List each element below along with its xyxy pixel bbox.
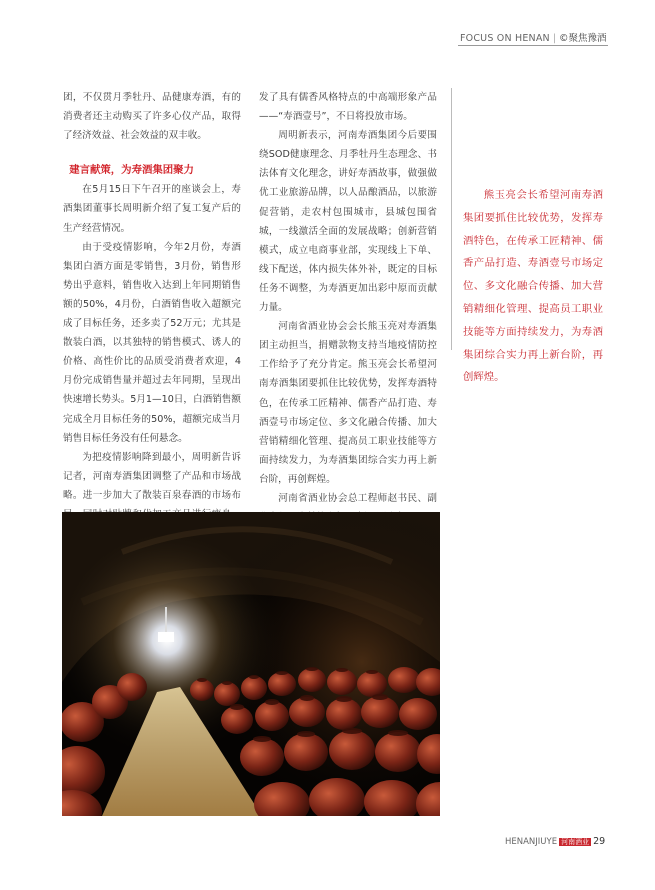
page-number: 29 bbox=[593, 836, 606, 847]
section-heading: 建言献策，为寿酒集团聚力 bbox=[69, 164, 194, 177]
paragraph: 为把疫情影响降到最小，周明新告诉记者，河南寿酒集团调整了产品和市场战略。进一步加大了散装百泉春酒的市场布 bbox=[63, 451, 241, 501]
lamp-icon bbox=[158, 632, 174, 642]
wine-cellar-photo bbox=[62, 512, 440, 816]
header-section: ©聚焦豫酒 bbox=[559, 33, 607, 44]
article-column-1 bbox=[63, 88, 241, 543]
header-rule bbox=[458, 45, 608, 46]
paragraph: 河南省酒业协会总工程师赵书民、副 bbox=[278, 492, 437, 504]
footer-publication: HENANJIUYE bbox=[505, 837, 558, 847]
pull-quote-text: 熊玉亮会长希望河南寿酒集团要抓住比较优势，发挥寿酒特色，在传承工匠精神、儒香产品打造、寿酒壹号市场定位、多文化融合传播、加大营销精细化管理、提高员工职业技能等方面持续发力，为寿酒集团综合实力再上新台阶，再创辉煌。 bbox=[463, 189, 603, 384]
running-header bbox=[460, 30, 610, 44]
footer-tag: 河南酒业 bbox=[561, 838, 590, 846]
paragraph-continued: 发了具有儒香风格特点的中高端形象产品——“寿酒壹号”，不日将投放市场。 bbox=[259, 92, 437, 123]
paragraph: 河南省酒业协会会长熊玉亮对寿酒集团主动担当，捐赠款物支持当地疫情防控工作给予了充分肯定。熊玉亮会长希望河南寿酒集团要抓住比较优势，发挥寿酒特色，在传承工匠精神、儒香产品打造、寿酒壹号市场定位、多文化融合传播、加大营销精细化管理、提高员工职业技能等方面持续发力，为寿酒集团综合实力再上新台阶，再创辉煌。 bbox=[259, 321, 437, 485]
paragraph: 在5月15日下午召开的座谈会上，寿酒集团董事长周明新介绍了复工复产后的生产经营情况。 bbox=[63, 184, 241, 234]
cellar-illustration bbox=[62, 512, 440, 816]
header-brand: FOCUS ON HENAN bbox=[460, 33, 550, 44]
header-separator: | bbox=[552, 33, 557, 44]
page-footer bbox=[505, 836, 615, 850]
paragraph: 由于受疫情影响，今年2月份，寿酒集团白酒方面是零销售，3月份，销售形势出乎意料，销售收入达到上年同期销售额的50%，4月份，白酒销售收入超额完成了目标任务，还多卖了52万元；尤其是散装白酒，以其独特的销售模式、诱人的价格、高性价比的品质受消费者欢迎，4月份完成销售量并超过去年同期，呈现出快速增长势头。5月1—10日，白酒销售额完成全月目标任务的50%，超额完成当月销售目标任务没有任何悬念。 bbox=[63, 241, 241, 444]
article-column-2 bbox=[259, 88, 437, 527]
pull-quote bbox=[463, 184, 603, 389]
column-divider bbox=[451, 88, 452, 350]
paragraph-intro: 团，不仅贯月季牡丹、品健康寿酒，有的消费者还主动购买了许多心仪产品，取得了经济效益、社会效益的双丰收。 bbox=[63, 92, 241, 142]
paragraph: 周明新表示，河南寿酒集团今后要围绕SOD健康理念、月季牡丹生态理念、书法体育文化理念，讲好寿酒故事，做强做优工业旅游品牌，以人品酿酒品，以旅游促营销，走农村包围城市，县城包围省城，一线激活全面的发展战略；创新营销模式，成立电商事业部，实现线上下单、线下配送，体内损失体外补，既定的目标任务不调整，为寿酒更加出彩中原而贡献力量。 bbox=[259, 130, 437, 314]
